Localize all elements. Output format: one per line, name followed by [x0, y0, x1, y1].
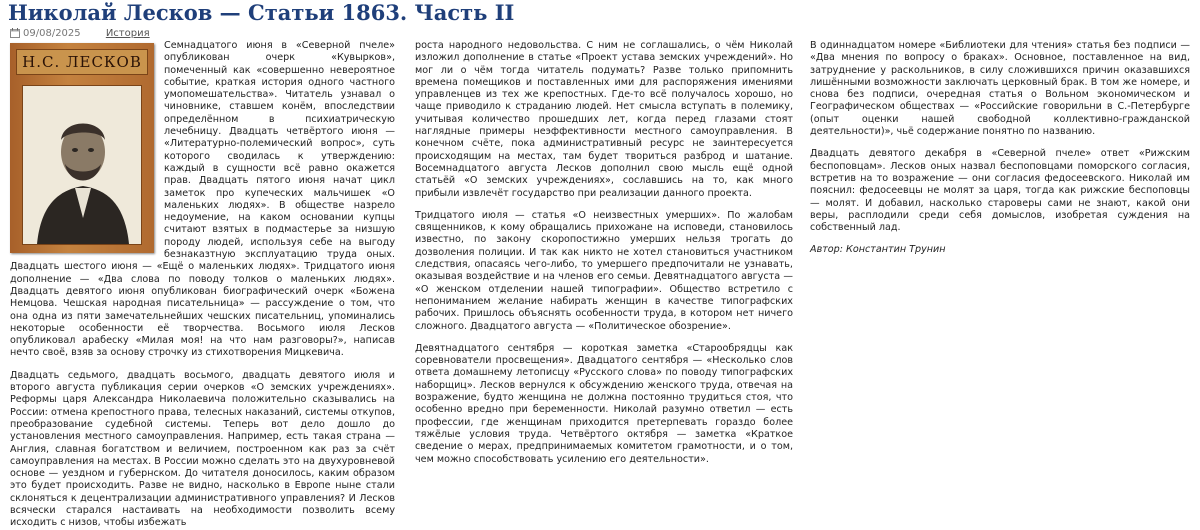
article-column-1 — [10, 40, 395, 529]
article-paragraph: роста народного недовольства. С ним не соглашались, о чём Николай изложил дополнение в статье «Проект устава земских учреждений». Но мог ли о чём тогда читатель подумать? Разве только припомнить времена помещиков и поставленных ими для распоряжения имениями управленцев из тех же крепостных. Где-то всё получалось хорошо, но чаще приводило к страданию людей. Нет смысла вступать в полемику, учитывая количество прошедших лет, когда перед глазами стоят наглядные примеры неэффективности местного самоуправления. В конечном счёте, пока административный ресурс не заинтересуется происходящим на местах, там будет твориться разброд и шатание. Восемнадцатого августа Лесков дополнил свою мысль ещё одной статьёй «О земских учреждениях», сославшись на то, как много прибыли извлечёт государство при реализации данного проекта. — [415, 40, 793, 199]
post-meta — [10, 27, 150, 41]
article-title[interactable]: Николай Лесков — Статьи 1863. Часть II — [8, 0, 515, 25]
article-column-2 — [415, 40, 793, 490]
post-date: 09/08/2025 — [23, 28, 81, 39]
book-cover-image — [10, 43, 154, 253]
article-paragraph: Девятнадцатого сентября — короткая заметка «Старообрядцы как соревнователи просвещения». Двадцатого сентября — «Несколько слов ответа домашнему летописцу «Русского слова» по поводу типографских наборщиц». Лесков вернулся к обсуждению женского труда, отвечая на возражение, будто женщина не должна постоянно трудиться стоя, что особенно вредно при беременности. Николай разумно ответил — есть профессии, где женщинам приходится претерпевать гораздо более тяжёлые условия труда. Четвёртого октября — заметка «Краткое сведение о мерах, предпринимаемых комитетом грамотности, и о том, чем можно способствовать усилению его деятельности». — [415, 342, 793, 465]
author-credit: Автор: Константин Трунин — [810, 244, 946, 256]
article-paragraph: В одиннадцатом номере «Библиотеки для чтения» статья без подписи — «Два мнения по вопросу о браках». Основное, поставленное на вид, затруднение у раскольников, в силу сложившихся причин оказавшихся лишёнными возможности заключать церковный брак. В том же номере, и снова без подписи, очередная статья о Вольном экономическом и Географическом обществах — «Российские говорильни в С.-Петербурге (опыт оценки нашей свободной коллективно-гражданской деятельности)», чьё содержание понятно по названию. — [810, 40, 1190, 138]
article-column-3 — [810, 40, 1190, 490]
category-link[interactable]: История — [105, 28, 150, 39]
article-paragraph: Двадцать седьмого, двадцать восьмого, двадцать девятого июля и второго августа публикация серии очерков «О земских учреждениях». Реформы царя Александра Николаевича положительно сказывались на России: отмена крепостного права, телесных наказаний, системы откупов, преобразование судебной системы. Теперь вот дело дошло до установления местного самоуправления. Например, есть такая страна — Англия, славная богатством и величием, построенном как раз за счёт самоуправления на местах. В России можно сделать это на двухуровневой основе — уездном и губернском. До читателя доносилось, каким образом это будет происходить. Разве не видно, насколько в Европе ныне стали склоняться к децентрализации административного управления? И Лесков всячески старался настаивать на необходимости позволить всему исходить с низов, чтобы избежать — [10, 369, 395, 529]
calendar-icon — [10, 28, 20, 38]
book-cover-frame — [22, 85, 142, 245]
article-paragraph: Семнадцатого июня в «Северной пчеле» опубликован очерк «Кувырков», помеченный как «совершенно невероятное событие, краткая история одного частного умопомешательства». Читатель узнавал о чиновнике, ставшем конём, впоследствии определённом в психиатрическую лечебницу. Двадцать четвёртого июня — «Литературно-полемический вопрос», суть которого сводилась к утверждению: каждый в сущности всё равно окажется прав. Двадцать пятого июня начат цикл заметок про купеческих мальчишек «О маленьких людях». В обществе назрело недоумение, на каком основании купцы считают взятых в подмастерье за низшую породу людей, используя себе на выгоду безнаказтную эксплуатацию труда оных. Двадцать шестого июня — «Ещё о маленьких людях». Тридцатого июня дополнение — «Два слова по поводу толков о маленьких людях». Двадцать девятого июня опубликован биографический очерк «Божена Немцова. Чешская народная писательница» — рассуждение о том, что она одна из пяти замечательнейших чешских писательниц, упоминались некоторые особенности её творчества. Восьмого июля Лесков опубликовал арабеску «Милая моя! на что нам разговоры?», написав нечто своё, взяв за основу строчку из стихотворения Мицкевича. — [10, 40, 395, 359]
article-paragraph: Тридцатого июля — статья «О неизвестных умерших». По жалобам священников, к кому обращались прихожане на исповеди, становилось известно, по закону скоропостижно умерших нельзя трогать до дозволения полиции. И так как никто не хотел становиться участником следствия, опасаясь чего-либо, то умершего предпочитали не узнавать, оказывая воздействие и на членов его семьи. Девятнадцатого августа — «О женском отделении нашей типографии». Общество встретило с непониманием желание набирать женщин в качестве типографских рабочих. Пришлось объяснять особенности труда, в котором нет ничего сложного. Двадцатого августа — «Политическое обозрение». — [415, 209, 793, 332]
author-portrait-icon — [23, 86, 141, 244]
article-paragraph: Двадцать девятого декабря в «Северной пчеле» ответ «Рижским беспоповцам». Лесков оных назвал беспоповцами поморского согласия, встретив на то возражение — они согласия федосеевского. Николай им пояснил: федосеевцы не молят за царя, тогда как рижские беспоповцы — молят. И добавил, насколько староверы сами не знают, какой они веры, расплодили среди себя домыслов, изобретая суждения на собственный лад. — [810, 148, 1190, 234]
book-cover-label: Н.С. ЛЕСКОВ — [16, 49, 148, 75]
